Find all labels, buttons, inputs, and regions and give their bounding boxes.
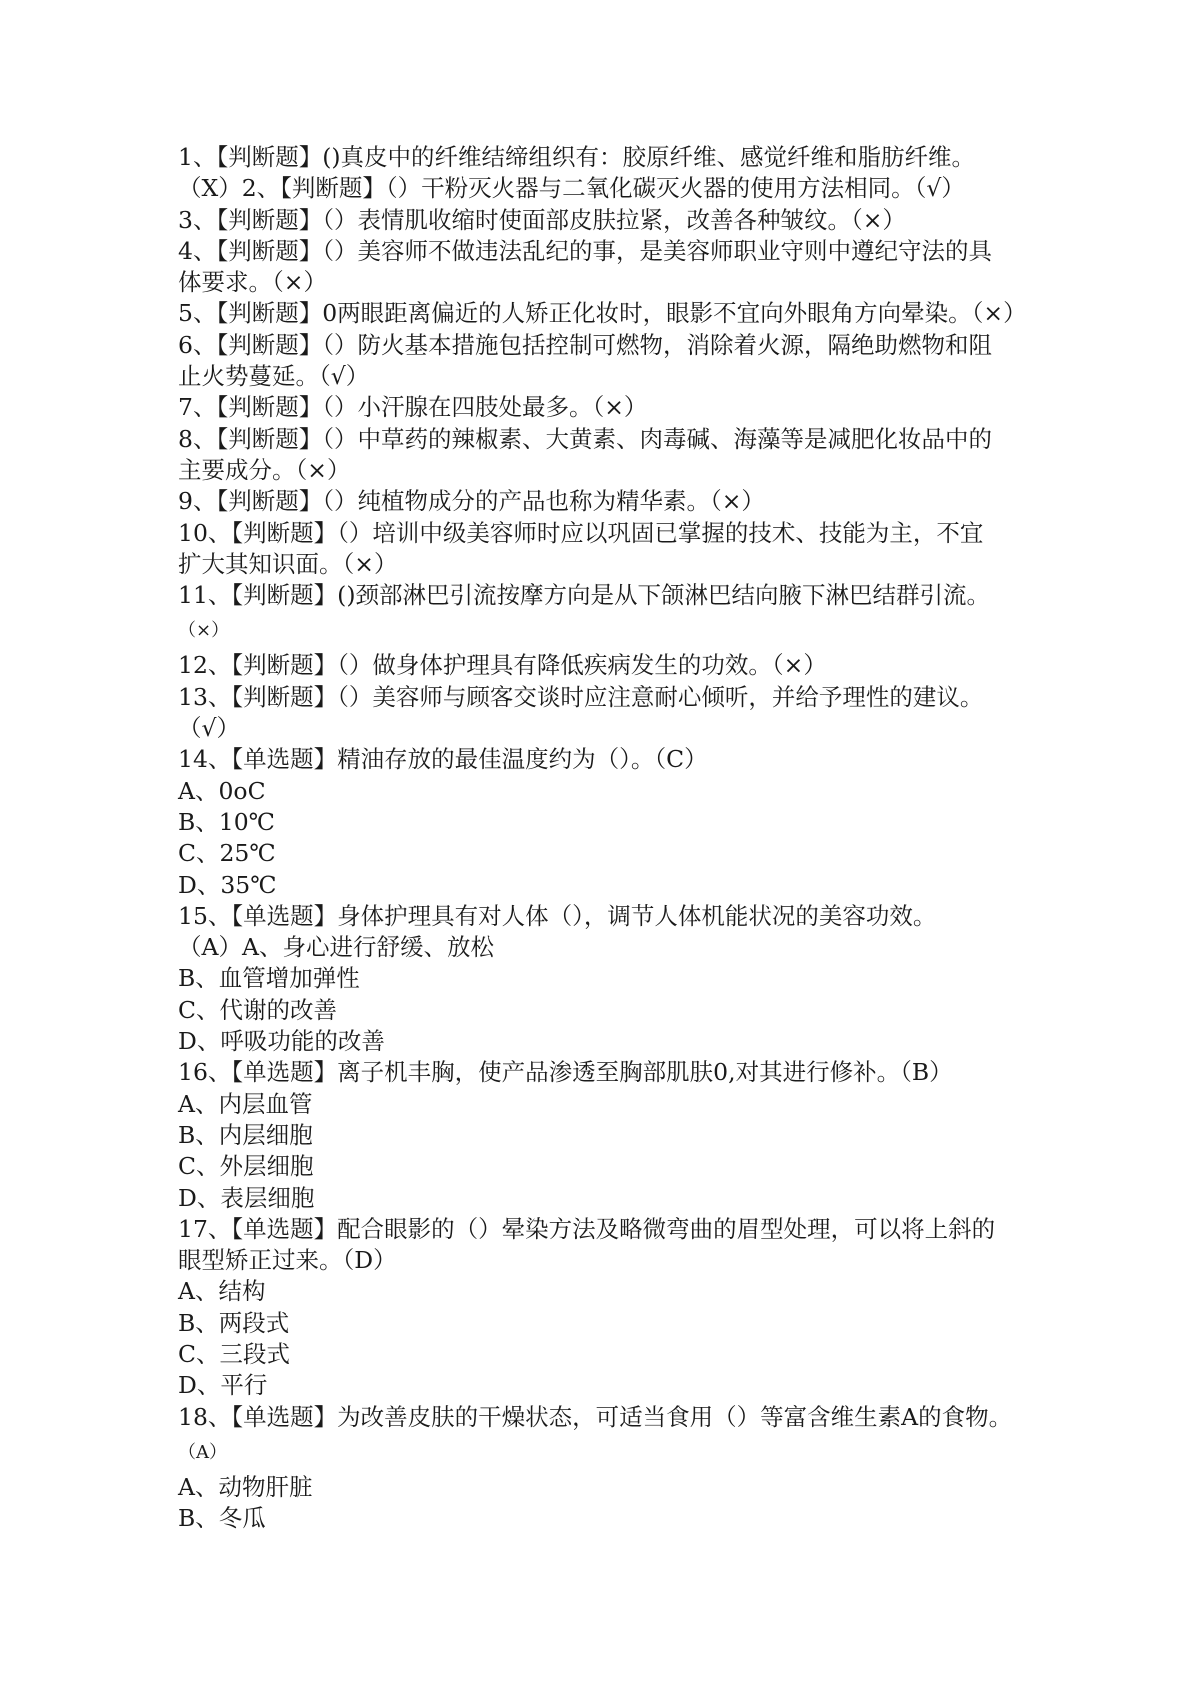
text-line: 1、【判断题】()真皮中的纤维结缔组织有：胶原纤维、感觉纤维和脂肪纤维。 (178, 143, 976, 171)
text-line: B、两段式 (178, 1308, 290, 1337)
text-line: B、冬瓜 (178, 1504, 266, 1533)
question-text-block (178, 142, 1026, 1534)
text-line: 9、【判断题】（）纯植物成分的产品也称为精华素。（×） (178, 487, 765, 516)
text-line: 7、【判断题】（）小汗腺在四肢处最多。（×） (178, 393, 648, 422)
text-line: C、外层细胞 (178, 1152, 314, 1181)
text-line: B、血管增加弹性 (178, 964, 360, 993)
text-line: D、平行 (178, 1371, 268, 1400)
text-line: （A） (178, 1441, 227, 1463)
text-line: 5、【判断题】0两眼距离偏近的人矫正化妆时，眼影不宜向外眼角方向晕染。（×） (178, 299, 1027, 328)
text-line: 14、【单选题】精油存放的最佳温度约为（）。（C） (178, 745, 708, 774)
text-line: 眼型矫正过来。（D） (178, 1246, 397, 1275)
text-line: A、内层血管 (178, 1089, 313, 1118)
text-line: 3、【判断题】（）表情肌收缩时使面部皮肤拉紧，改善各种皱纹。（×） (178, 205, 906, 234)
text-line: D、35℃ (178, 870, 277, 899)
text-line: 10、【判断题】（）培训中级美容师时应以巩固已掌握的技术、技能为主，不宜 (178, 518, 984, 547)
text-line: 扩大其知识面。（×） (178, 549, 398, 578)
text-line: 体要求。（×） (178, 268, 327, 297)
text-line: 止火势蔓延。（√） (178, 362, 370, 391)
text-line: （√） (178, 714, 240, 743)
text-line: C、25℃ (178, 839, 276, 868)
text-line: 13、【判断题】（）美容师与顾客交谈时应注意耐心倾听，并给予理性的建议。 (178, 682, 984, 711)
text-line: B、内层细胞 (178, 1120, 313, 1149)
text-line: A、结构 (178, 1277, 266, 1306)
text-line: （×） (178, 620, 230, 642)
text-line: C、代谢的改善 (178, 995, 337, 1024)
text-line: C、三段式 (178, 1339, 290, 1368)
text-line: 11、【判断题】()颈部淋巴引流按摩方向是从下颌淋巴结向腋下淋巴结群引流。 (178, 581, 990, 610)
text-line: 15、【单选题】身体护理具有对人体（），调节人体机能状况的美容功效。 (178, 901, 937, 930)
text-line: D、表层细胞 (178, 1183, 315, 1212)
text-line: （A）A、身心进行舒缓、放松 (178, 933, 494, 962)
text-line: 18、【单选题】为改善皮肤的干燥状态，可适当食用（）等富含维生素A的食物。 (178, 1402, 1013, 1431)
text-line: 8、【判断题】（）中草药的辣椒素、大黄素、肉毒碱、海藻等是减肥化妆品中的 (178, 424, 992, 453)
text-line: （X）2、【判断题】（）干粉灭火器与二氧化碳灭火器的使用方法相同。（√） (178, 174, 965, 203)
text-line: 12、【判断题】（）做身体护理具有降低疾病发生的功效。（×） (178, 651, 827, 680)
text-line: A、0oC (178, 776, 266, 805)
text-line: A、动物肝脏 (178, 1472, 313, 1501)
text-line: 主要成分。（×） (178, 455, 351, 484)
text-line: 17、【单选题】配合眼影的（）晕染方法及略微弯曲的眉型处理，可以将上斜的 (178, 1214, 996, 1243)
text-line: B、10℃ (178, 807, 275, 836)
text-line: D、呼吸功能的改善 (178, 1027, 385, 1056)
text-line: 6、【判断题】（）防火基本措施包括控制可燃物，消除着火源，隔绝助燃物和阻 (178, 330, 992, 359)
text-line: 4、【判断题】（）美容师不做违法乱纪的事，是美容师职业守则中遵纪守法的具 (178, 236, 992, 265)
text-line: 16、【单选题】离子机丰胸，使产品渗透至胸部肌肤0,对其进行修补。（B） (178, 1058, 953, 1087)
